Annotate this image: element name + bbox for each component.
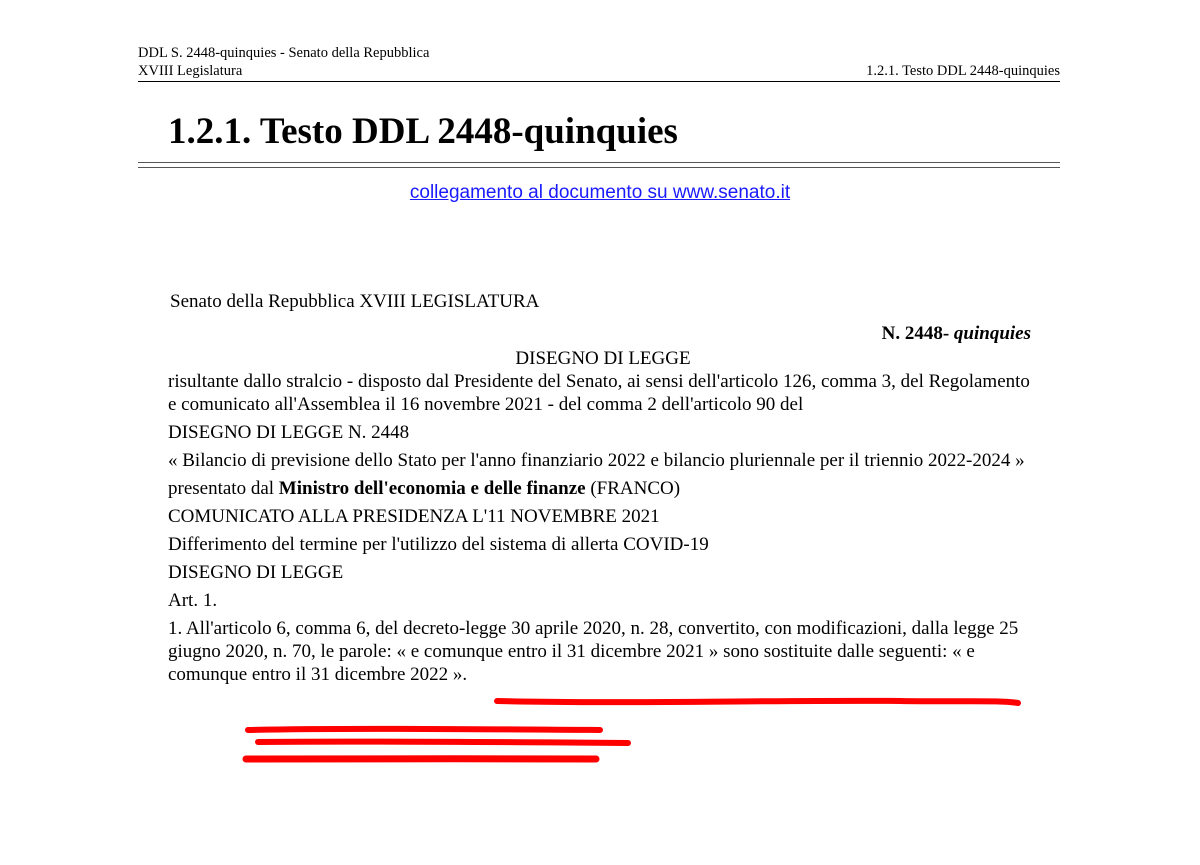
paragraph-presentato [168, 477, 1038, 500]
document-body [168, 347, 1038, 691]
article-heading: Art. 1. [168, 590, 218, 611]
bill-number-prefix: N. 2448- [881, 323, 950, 344]
link-container [0, 180, 1200, 206]
presentato-ministro: Ministro dell'economia e delle finanze [278, 478, 586, 499]
paragraph-bilancio: « Bilancio di previsione dello Stato per l'anno finanziario 2022 e bilancio pluriennale per il triennio 2022-2024 » [168, 450, 1025, 471]
title-divider [138, 162, 1060, 168]
bill-number-suffix: quinquies [953, 323, 1031, 344]
header-line [138, 62, 1060, 82]
highlight-stroke-2 [248, 729, 600, 730]
senato-document-link[interactable]: collegamento al documento su www.senato.it [409, 182, 791, 203]
header-doc-ref: DDL S. 2448-quinquies - Senato della Repubblica [138, 45, 430, 61]
header-section-ref: 1.2.1. Testo DDL 2448-quinquies [866, 63, 1060, 79]
paragraph-differimento: Differimento del termine per l'utilizzo del sistema di allerta COVID-19 [168, 534, 709, 555]
presentato-suffix: (FRANCO) [585, 478, 681, 499]
paragraph-disegno-number: DISEGNO DI LEGGE N. 2448 [168, 422, 410, 443]
paragraph-risultante: risultante dallo stralcio - disposto dal Presidente del Senato, ai sensi dell'articolo 126, comma 3, del Regolamento e comunicato all'Assemblea il 16 novembre 2021 - del comma 2 dell'articolo 90 del [168, 371, 1030, 415]
highlight-stroke-3 [258, 742, 628, 743]
article-text: 1. All'articolo 6, comma 6, del decreto-legge 30 aprile 2020, n. 28, convertito, con modificazioni, dalla legge 25 giugno 2020, n. 70, le parole: « e comunque entro il 31 dicembre 2021 » sono sostituite dalle seguenti: « e comunque entro il 31 dicembre 2022 ». [168, 618, 1019, 685]
bill-number [882, 322, 1031, 346]
running-header [138, 44, 1060, 82]
page-title: 1.2.1. Testo DDL 2448-quinquies [168, 111, 678, 152]
senate-legislature-line: Senato della Repubblica XVIII LEGISLATURA [170, 291, 540, 312]
heading-disegno-di-legge-2: DISEGNO DI LEGGE [168, 562, 344, 583]
heading-disegno-di-legge: DISEGNO DI LEGGE [515, 348, 691, 369]
highlight-stroke-1 [497, 701, 1018, 703]
header-legislature: XVIII Legislatura [138, 63, 243, 79]
paragraph-comunicato: COMUNICATO ALLA PRESIDENZA L'11 NOVEMBRE 2021 [168, 506, 660, 527]
presentato-prefix: presentato dal [168, 478, 279, 499]
